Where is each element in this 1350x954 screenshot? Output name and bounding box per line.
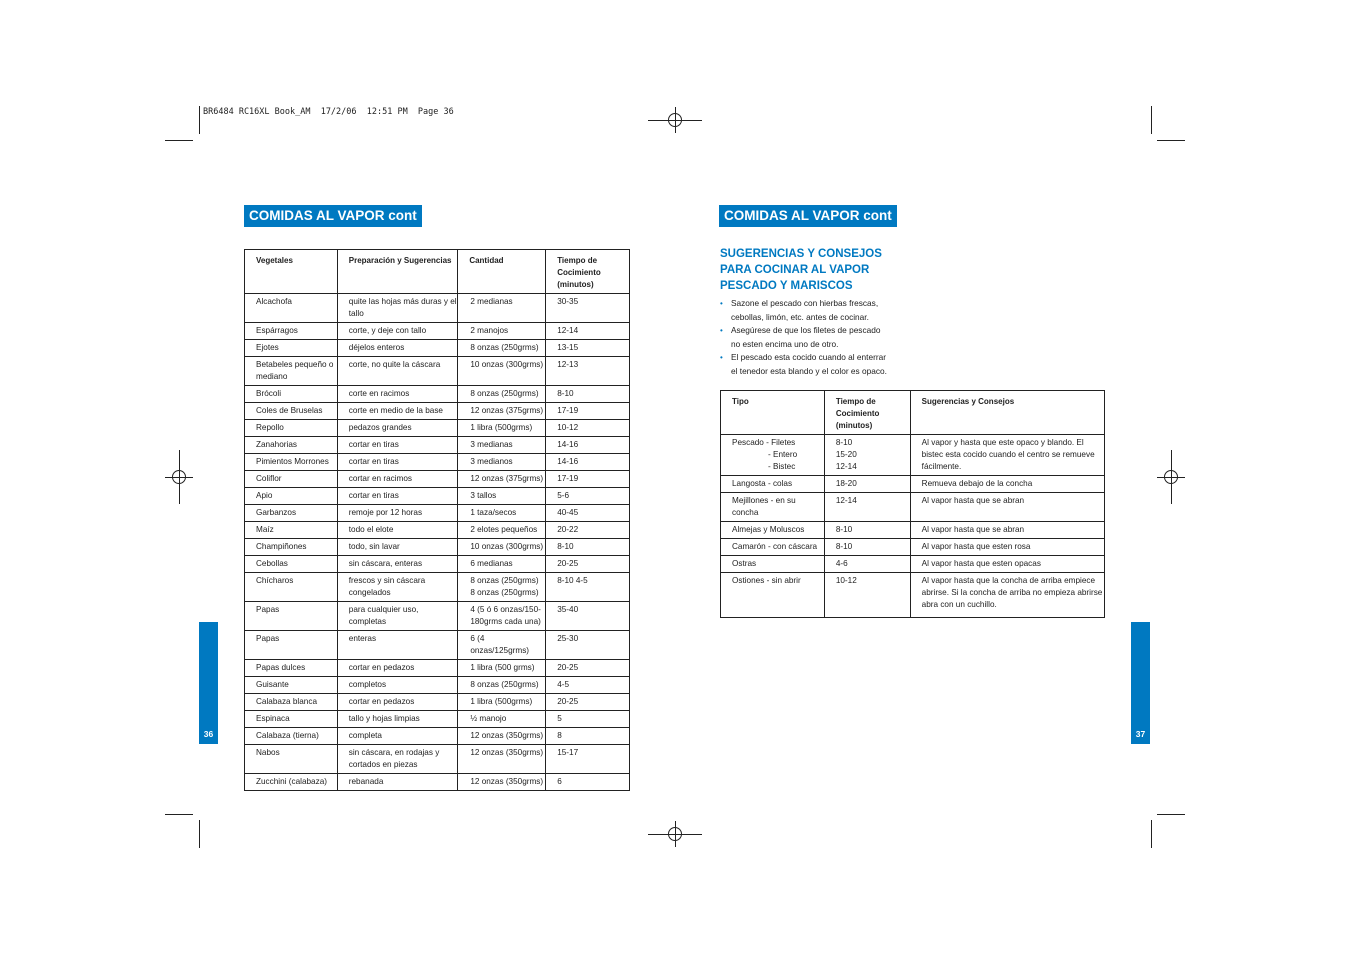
cooking-time-cell	[824, 573, 910, 618]
preparation-cell: cortar en tiras	[337, 488, 458, 505]
quantity-cell: 1 taza/secos	[458, 505, 546, 522]
vegetable-cell: Maíz	[245, 522, 338, 539]
quantity-cell: 1 libra (500grms)	[458, 694, 546, 711]
cooking-time-cell: 10-12	[546, 420, 630, 437]
table-header-row	[245, 250, 630, 294]
tip-cell: Al vapor hasta que se abran	[910, 493, 1104, 522]
preparation-cell: déjelos enteros	[337, 340, 458, 357]
preparation-cell: todo, sin lavar	[337, 539, 458, 556]
vegetable-cell: Chícharos	[245, 573, 338, 602]
cooking-time-cell: 14-16	[546, 454, 630, 471]
cooking-time-cell: 8-10	[546, 386, 630, 403]
right-page-title: COMIDAS AL VAPOR cont	[719, 205, 897, 227]
cooking-time-cell: 5-6	[546, 488, 630, 505]
table-row	[245, 631, 630, 660]
type-line: Camarón - con cáscara	[732, 542, 818, 551]
table-row	[721, 522, 1105, 539]
list-item: • Asegúrese de que los filetes de pescado no esten encima uno de otro.	[720, 325, 881, 349]
table-row	[245, 437, 630, 454]
vegetable-cell: Guisante	[245, 677, 338, 694]
table-row	[721, 476, 1105, 493]
type-line: - Bistec	[768, 462, 796, 471]
cooking-time-cell: 12-13	[546, 357, 630, 386]
cooking-time-cell: 40-45	[546, 505, 630, 522]
quantity-cell: 10 onzas (300grms)	[458, 539, 546, 556]
type-cell	[721, 435, 825, 476]
time-line: 12-14	[835, 496, 857, 505]
preparation-cell: corte, no quite la cáscara	[337, 357, 458, 386]
preparation-cell: tallo y hojas limpias	[337, 711, 458, 728]
table-row	[245, 294, 630, 323]
list-item: • Sazone el pescado con hierbas frescas, cebollas, limón, etc. antes de cocinar.	[720, 298, 879, 322]
type-cell	[721, 573, 825, 618]
quantity-cell: 12 onzas (375grms)	[458, 471, 546, 488]
table-row	[245, 728, 630, 745]
cooking-time-cell	[824, 556, 910, 573]
table-row	[245, 488, 630, 505]
time-line: 12-14	[835, 462, 857, 471]
vegetable-cell: Pimientos Morrones	[245, 454, 338, 471]
type-line: Pescado - Filetes	[732, 438, 796, 447]
table-row	[245, 711, 630, 728]
vegetable-cell: Zanahorias	[245, 437, 338, 454]
preparation-cell: cortar en tiras	[337, 454, 458, 471]
tip-cell: Al vapor y hasta que este opaco y blando. El bistec esta cocido cuando el centro se remueve fácilmente.	[910, 435, 1104, 476]
cooking-time-cell: 5	[546, 711, 630, 728]
quantity-cell: 12 onzas (350grms)	[458, 728, 546, 745]
tip-cell: Al vapor hasta que la concha de arriba empiece abrirse. Si la concha de arriba no empieza abrirse abra con un cuchillo.	[910, 573, 1104, 618]
vegetable-cell: Zucchini (calabaza)	[245, 774, 338, 791]
table-row	[245, 522, 630, 539]
cooking-time-cell	[824, 522, 910, 539]
preparation-cell: pedazos grandes	[337, 420, 458, 437]
cooking-time-cell: 8-10	[546, 539, 630, 556]
table-row	[245, 471, 630, 488]
type-cell	[721, 522, 825, 539]
quantity-cell: 3 medianas	[458, 437, 546, 454]
vegetable-cell: Nabos	[245, 745, 338, 774]
type-cell	[721, 493, 825, 522]
subheading-line: SUGERENCIAS Y CONSEJOS	[720, 248, 882, 260]
preparation-cell: para cualquier uso, completas	[337, 602, 458, 631]
preparation-cell: corte, y deje con tallo	[337, 323, 458, 340]
time-line: 8-10	[835, 438, 853, 447]
bullet-icon: •	[720, 353, 723, 363]
vegetable-cell: Papas	[245, 602, 338, 631]
print-slug: BR6484 RC16XL Book_AM 17/2/06 12:51 PM Page 36	[203, 107, 454, 117]
vegetable-cell: Alcachofa	[245, 294, 338, 323]
tip-cell: Al vapor hasta que esten rosa	[910, 539, 1104, 556]
preparation-cell: remoje por 12 horas	[337, 505, 458, 522]
cooking-time-cell: 20-25	[546, 660, 630, 677]
preparation-cell: sin cáscara, enteras	[337, 556, 458, 573]
quantity-cell: ½ manojo	[458, 711, 546, 728]
type-cell	[721, 539, 825, 556]
seafood-table	[720, 390, 1105, 618]
cooking-time-cell: 25-30	[546, 631, 630, 660]
quantity-cell: 2 manojos	[458, 323, 546, 340]
table-row	[245, 539, 630, 556]
column-header: Cantidad	[458, 250, 546, 294]
left-page-title: COMIDAS AL VAPOR cont	[244, 205, 422, 227]
table-row	[245, 420, 630, 437]
vegetable-cell: Apio	[245, 488, 338, 505]
vegetable-cell: Calabaza (tierna)	[245, 728, 338, 745]
quantity-cell: 8 onzas (250grms)	[458, 677, 546, 694]
column-header: Tiempo de Cocimiento (minutos)	[824, 391, 910, 435]
cooking-time-cell	[824, 539, 910, 556]
quantity-cell: 8 onzas (250grms)	[458, 386, 546, 403]
cooking-time-cell: 6	[546, 774, 630, 791]
cooking-time-cell: 12-14	[546, 323, 630, 340]
tip-cell: Al vapor hasta que se abran	[910, 522, 1104, 539]
vegetable-cell: Papas dulces	[245, 660, 338, 677]
type-line: Almejas y Moluscos	[732, 525, 805, 534]
preparation-cell: cortar en pedazos	[337, 660, 458, 677]
page-tab-left	[199, 622, 218, 744]
subheading-line: PESCADO Y MARISCOS	[720, 280, 853, 292]
page-number-right: 37	[1135, 729, 1146, 739]
subheading	[720, 246, 882, 294]
vegetable-cell: Garbanzos	[245, 505, 338, 522]
cooking-time-cell: 17-19	[546, 403, 630, 420]
cooking-time-cell	[824, 493, 910, 522]
table-row	[245, 694, 630, 711]
column-header: Vegetales	[245, 250, 338, 294]
cooking-time-cell	[824, 435, 910, 476]
type-line: Mejillones - en su concha	[732, 496, 796, 517]
table-row	[721, 539, 1105, 556]
quantity-cell: 4 (5 ó 6 onzas/150-180grms cada una)	[458, 602, 546, 631]
tip-cell: Remueva debajo de la concha	[910, 476, 1104, 493]
list-item: • El pescado esta cocido cuando al enterrar el tenedor esta blando y el color es opaco.	[720, 352, 887, 376]
table-row	[721, 493, 1105, 522]
cooking-time-cell: 20-25	[546, 556, 630, 573]
preparation-cell: frescos y sin cáscara congelados	[337, 573, 458, 602]
vegetables-table	[244, 249, 630, 791]
vegetable-cell: Cebollas	[245, 556, 338, 573]
quantity-cell: 8 onzas (250grms)	[458, 340, 546, 357]
table-row	[245, 505, 630, 522]
vegetable-cell: Repollo	[245, 420, 338, 437]
cooking-time-cell: 17-19	[546, 471, 630, 488]
table-row	[245, 660, 630, 677]
quantity-cell: 2 medianas	[458, 294, 546, 323]
quantity-cell: 6 (4 onzas/125grms)	[458, 631, 546, 660]
quantity-cell: 12 onzas (350grms)	[458, 774, 546, 791]
cooking-time-cell: 8-10 4-5	[546, 573, 630, 602]
preparation-cell: todo el elote	[337, 522, 458, 539]
type-line: Langosta - colas	[732, 479, 793, 488]
type-cell	[721, 556, 825, 573]
type-cell	[721, 476, 825, 493]
preparation-cell: cortar en tiras	[337, 437, 458, 454]
time-line: 18-20	[835, 479, 857, 488]
vegetable-cell: Calabaza blanca	[245, 694, 338, 711]
quantity-cell: 10 onzas (300grms)	[458, 357, 546, 386]
quantity-cell: 3 tallos	[458, 488, 546, 505]
preparation-cell: completa	[337, 728, 458, 745]
preparation-cell: corte en medio de la base	[337, 403, 458, 420]
table-row	[721, 556, 1105, 573]
table-row	[245, 403, 630, 420]
type-line: Ostras	[732, 559, 757, 568]
preparation-cell: quite las hojas más duras y el tallo	[337, 294, 458, 323]
page-number-left: 36	[203, 729, 214, 739]
table-row	[721, 435, 1105, 476]
preparation-cell: cortar en racimos	[337, 471, 458, 488]
cooking-time-cell	[824, 476, 910, 493]
cooking-time-cell: 14-16	[546, 437, 630, 454]
subheading-line: PARA COCINAR AL VAPOR	[720, 264, 870, 276]
vegetable-cell: Ejotes	[245, 340, 338, 357]
quantity-cell: 1 libra (500 grms)	[458, 660, 546, 677]
vegetable-cell: Papas	[245, 631, 338, 660]
bullet-icon: •	[720, 326, 723, 336]
table-row	[245, 386, 630, 403]
table-row	[721, 573, 1105, 618]
page-tab-right	[1131, 622, 1150, 744]
quantity-cell: 1 libra (500grms)	[458, 420, 546, 437]
vegetable-cell: Espinaca	[245, 711, 338, 728]
cooking-time-cell: 20-22	[546, 522, 630, 539]
table-row	[245, 357, 630, 386]
table-row	[245, 677, 630, 694]
time-line: 4-6	[835, 559, 848, 568]
vegetable-cell: Coles de Bruselas	[245, 403, 338, 420]
cooking-time-cell: 30-35	[546, 294, 630, 323]
preparation-cell: cortar en pedazos	[337, 694, 458, 711]
column-header: Preparación y Sugerencias	[337, 250, 458, 294]
table-row	[245, 745, 630, 774]
time-line: 8-10	[835, 542, 853, 551]
preparation-cell: enteras	[337, 631, 458, 660]
time-line: 10-12	[835, 576, 857, 585]
table-row	[245, 340, 630, 357]
table-row	[245, 323, 630, 340]
quantity-cell: 8 onzas (250grms) 8 onzas (250grms)	[458, 573, 546, 602]
preparation-cell: corte en racimos	[337, 386, 458, 403]
quantity-cell: 12 onzas (350grms)	[458, 745, 546, 774]
table-header-row	[721, 391, 1105, 435]
quantity-cell: 3 medianos	[458, 454, 546, 471]
table-row	[245, 602, 630, 631]
type-line: - Entero	[768, 450, 798, 459]
vegetable-cell: Espárragos	[245, 323, 338, 340]
cooking-time-cell: 35-40	[546, 602, 630, 631]
vegetable-cell: Champiñones	[245, 539, 338, 556]
preparation-cell: rebanada	[337, 774, 458, 791]
table-row	[245, 573, 630, 602]
time-line: 8-10	[835, 525, 853, 534]
preparation-cell: completos	[337, 677, 458, 694]
cooking-time-cell: 15-17	[546, 745, 630, 774]
quantity-cell: 12 onzas (375grms)	[458, 403, 546, 420]
quantity-cell: 6 medianas	[458, 556, 546, 573]
time-line: 15-20	[835, 450, 857, 459]
cooking-time-cell: 20-25	[546, 694, 630, 711]
vegetable-cell: Betabeles pequeño o mediano	[245, 357, 338, 386]
column-header: Tiempo de Cocimiento (minutos)	[546, 250, 630, 294]
type-line: Ostiones - sin abrir	[732, 576, 801, 585]
table-row	[245, 454, 630, 471]
table-row	[245, 556, 630, 573]
cooking-time-cell: 4-5	[546, 677, 630, 694]
table-row	[245, 774, 630, 791]
tips-list	[720, 297, 887, 379]
cooking-time-cell: 13-15	[546, 340, 630, 357]
quantity-cell: 2 elotes pequeños	[458, 522, 546, 539]
preparation-cell: sin cáscara, en rodajas y cortados en piezas	[337, 745, 458, 774]
vegetable-cell: Coliflor	[245, 471, 338, 488]
cooking-time-cell: 8	[546, 728, 630, 745]
bullet-icon: •	[720, 299, 723, 308]
vegetable-cell: Brócoli	[245, 386, 338, 403]
column-header: Tipo	[721, 391, 825, 435]
column-header: Sugerencias y Consejos	[910, 391, 1104, 435]
tip-cell: Al vapor hasta que esten opacas	[910, 556, 1104, 573]
